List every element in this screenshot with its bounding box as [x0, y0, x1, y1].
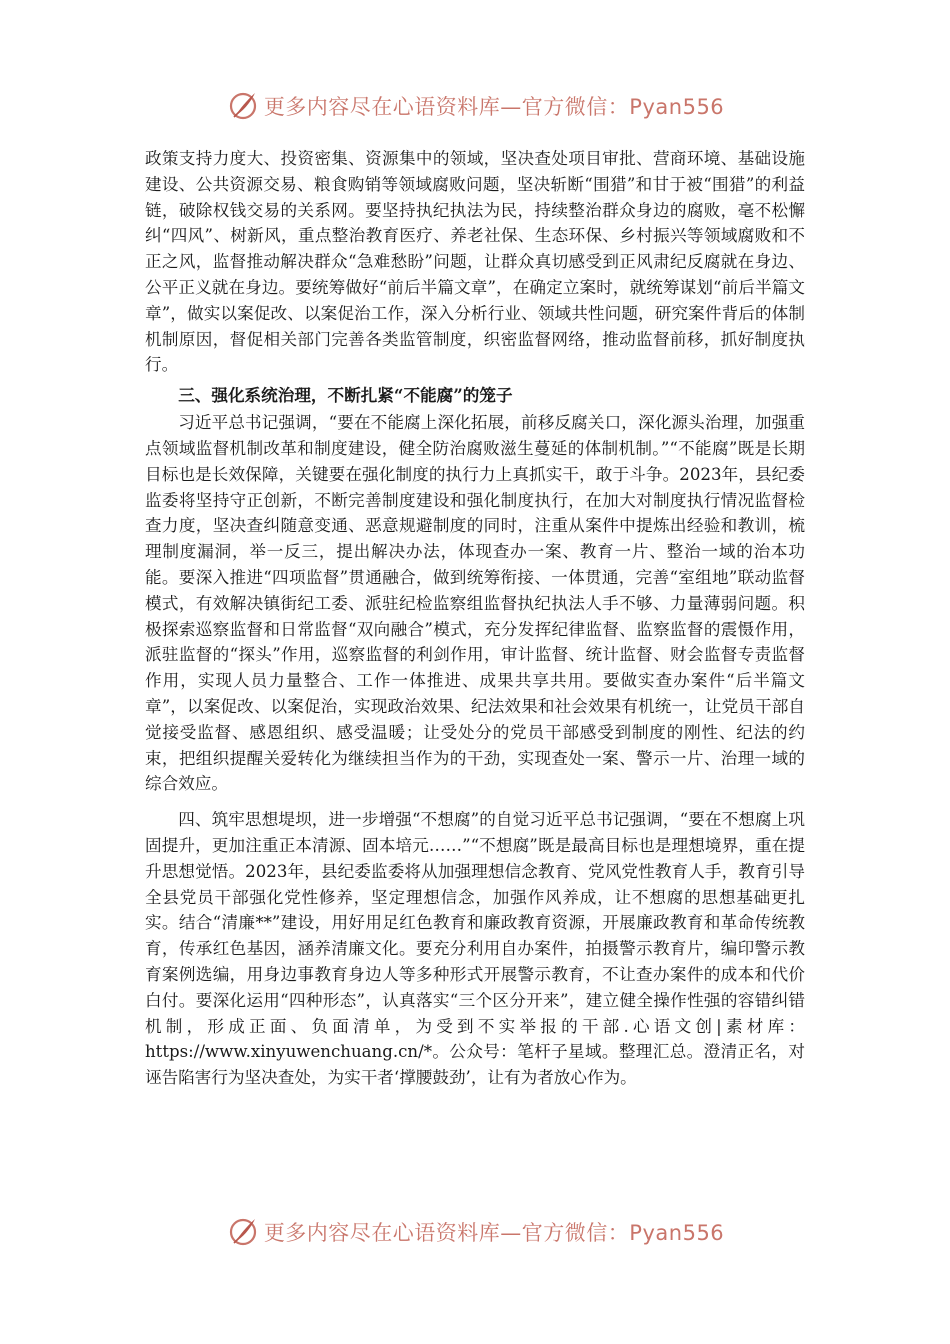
- paragraph-section-4: 四、筑牢思想堤坝，进一步增强“不想腐”的自觉习近平总书记强调，“要在不想腐上巩固提升，更加注重正本清源、固本培元……”“不想腐”既是最高目标也是理想境界，重在提升思想觉悟。2023年，县纪委监委将从加强理想信念教育、党风党性教育人手，教育引导全县党员干部强化党性修养，坚定理想信念，加强作风养成，让不想腐的思想基础更扎实。结合“清廉**”建设，用好用足红色教育和廉政教育资源，开展廉政教育和革命传统教育，传承红色基因，涵养清廉文化。要充分利用自办案件，拍摄警示教育片，编印警示教育案例选编，用身边事教育身边人等多种形式开展警示教育，不让查办案件的成本和代价白付。要深化运用“四种形态”，认真落实“三个区分开来”，建立健全操作性强的容错纠错机制，形成正面、负面清单，为受到不实举报的干部.心语文创|素材库：https://www.xinyuwenchuang.cn/*。公众号：笔杆子星域。整理汇总。澄清正名，对诬告陷害行为坚决查处，为实干者‘撑腰鼓劲’，让有为者放心作为。: [145, 810, 805, 1088]
- section-heading-3: 三、强化系统治理，不断扎紧“不能腐”的笼子: [178, 385, 513, 406]
- paragraph-continued: 政策支持力度大、投资密集、资源集中的领域，坚决查处项目审批、营商环境、基础设施建设、公共资源交易、粮食购销等领域腐败问题，坚决斩断“围猎”和甘于被“围猎”的利益链，破除权钱交易的关系网。要坚持执纪执法为民，持续整治群众身边的腐败，毫不松懈纠“四风”、树新风，重点整治教育医疗、养老社保、生态环保、乡村振兴等领域腐败和不正之风，监督推动解决群众“急难愁盼”问题，让群众真切感受到正风肃纪反腐就在身边、公平正义就在身边。要统筹做好“前后半篇文章”，在确定立案时，就统筹谋划“前后半篇文章”，做实以案促改、以案促治工作，深入分析行业、领域共性问题，研究案件背后的体制机制原因，督促相关部门完善各类监管制度，织密监督网络，推动监督前移，抓好制度执行。: [145, 149, 805, 375]
- quill-logo-icon: [226, 89, 260, 123]
- header-watermark-text: 更多内容尽在心语资料库—官方微信：Pyan556: [263, 95, 725, 119]
- footer-watermark-banner: [0, 1212, 950, 1252]
- document-body: [145, 146, 805, 1091]
- quill-logo-icon: [226, 1215, 260, 1249]
- paragraph-section-3: 习近平总书记强调，“要在不能腐上深化拓展，前移反腐关口，深化源头治理，加强重点领域监督机制改革和制度建设，健全防治腐败滋生蔓延的体制机制。”“不能腐”既是长期目标也是长效保障，关键要在强化制度的执行力上真抓实干，敢于斗争。2023年，县纪委监委将坚持守正创新，不断完善制度建设和强化制度执行，在加大对制度执行情况监督检查力度，坚决查纠随意变通、恶意规避制度的同时，注重从案件中提炼出经验和教训，梳理制度漏洞，举一反三，提出解决办法，体现查办一案、教育一片、整治一域的治本功能。要深入推进“四项监督”贯通融合，做到统筹衔接、一体贯通，完善“室组地”联动监督模式，有效解决镇街纪工委、派驻纪检监察组监督执纪执法人手不够、力量薄弱问题。积极探索巡察监督和日常监督“双向融合”模式，充分发挥纪律监督、监察监督的震慑作用，派驻监督的“探头”作用，巡察监督的利剑作用，审计监督、统计监督、财会监督专责监督作用，实现人员力量整合、工作一体推进、成果共享共用。要做实查办案件“后半篇文章”，以案促改、以案促治，实现政治效果、纪法效果和社会效果有机统一，让党员干部自觉接受监督、感恩组织、感受温暖；让受处分的党员干部感受到制度的刚性、纪法的约束，把组织提醒关爱转化为继续担当作为的干劲，实现查处一案、警示一片、治理一域的综合效应。: [145, 413, 805, 794]
- footer-watermark-text: 更多内容尽在心语资料库—官方微信：Pyan556: [263, 1221, 725, 1245]
- header-watermark-banner: [0, 86, 950, 126]
